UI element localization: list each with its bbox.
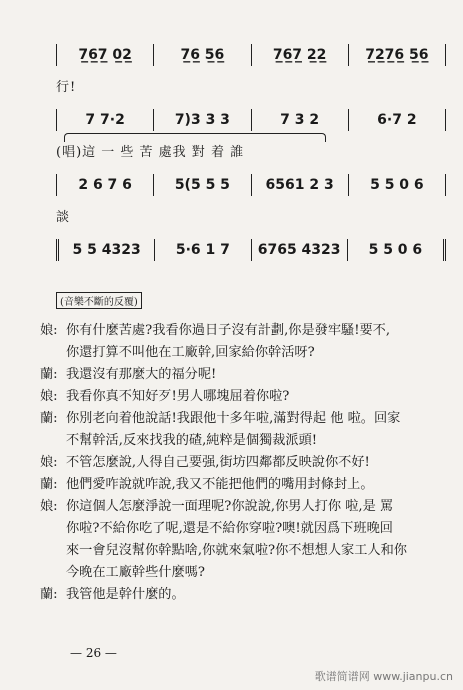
measure: 7̲6̲7̲ 2̲2̲ xyxy=(251,44,348,66)
measure: 2 6 7 6 xyxy=(56,174,153,196)
dialog-text: 我還沒有那麼大的福分呢! xyxy=(66,367,217,382)
speaker: 娘: xyxy=(40,499,58,514)
speaker xyxy=(40,430,66,452)
speaker: 娘: xyxy=(40,455,58,470)
dialog-block xyxy=(40,320,450,606)
measure: 7̲6̲7̲ 0̲2̲ xyxy=(56,44,153,66)
lyric-line: 談 xyxy=(56,210,71,225)
dialog-text: 來一會兒沒幫你幹點啥,你就來氣啦?你不想想人家工人和你 xyxy=(66,543,407,558)
measure: 7)3 3 3 xyxy=(153,109,250,131)
speaker xyxy=(40,342,66,364)
measure: 5 5 0 6 xyxy=(348,174,446,196)
lyric-line: 行! xyxy=(56,80,77,95)
speaker: 娘: xyxy=(40,389,58,404)
score-system-4 xyxy=(56,235,446,300)
measure: 7̲6̲ 5̲6̲ xyxy=(153,44,250,66)
measure: 5 5 0 6 xyxy=(347,239,446,261)
speaker xyxy=(40,562,66,584)
dialog-line xyxy=(40,386,450,408)
measure: 6·7 2 xyxy=(348,109,446,131)
dialog-line xyxy=(40,320,450,342)
measure: 5(5 5 5 xyxy=(153,174,250,196)
page-number: — 26 — xyxy=(70,646,117,660)
score-system-2 xyxy=(56,105,446,170)
score-system-3 xyxy=(56,170,446,235)
dialog-text: 你有什麼苦處?我看你過日子沒有計劃,你是發牢騷!要不, xyxy=(66,323,391,338)
speaker: 娘: xyxy=(40,323,58,338)
speaker: 蘭: xyxy=(40,477,58,492)
measure: 7 3 2 xyxy=(251,109,348,131)
dialog-text: 今晚在工廠幹些什麼嗎? xyxy=(66,565,205,580)
dialog-line xyxy=(40,408,450,430)
speaker: 蘭: xyxy=(40,367,58,382)
measure: 5 5 4323 xyxy=(56,239,154,261)
dialog-line xyxy=(40,562,450,584)
dialog-text: 我看你真不知好歹!男人哪塊屈着你啦? xyxy=(66,389,290,404)
speaker: 蘭: xyxy=(40,587,58,602)
lyric-line: (唱)這 一 些 苦 處我 對 着 誰 xyxy=(56,145,245,160)
jianpu-score xyxy=(56,40,446,300)
dialog-line xyxy=(40,452,450,474)
measure: 6765 4323 xyxy=(251,239,347,261)
dialog-text: 你這個人怎麼淨說一面理呢?你說說,你男人打你 啦,是 罵 xyxy=(66,499,394,514)
measure: 5·6 1 7 xyxy=(154,239,250,261)
dialog-text: 你別老向着他說話!我跟他十多年啦,滿對得起 他 啦。回家 xyxy=(66,411,401,426)
dialog-line xyxy=(40,342,450,364)
dialog-text: 你還打算不叫他在工廠幹,回家給你幹活呀? xyxy=(66,345,315,360)
measure: 7̲2̲7̲6̲ 5̲6̲ xyxy=(348,44,446,66)
dialog-line xyxy=(40,364,450,386)
dialog-text: 不幫幹活,反來找我的碴,純粹是個獨裁派頭! xyxy=(66,433,318,448)
dialog-text: 我管他是幹什麼的。 xyxy=(66,587,185,602)
dialog-text: 他們愛咋說就咋說,我又不能把他們的嘴用封條封上。 xyxy=(66,477,374,492)
dialog-text: 不管怎麼說,人得自己要强,街坊四鄰都反映說你不好! xyxy=(66,455,370,470)
watermark: 歌谱简谱网 www.jianpu.cn xyxy=(314,670,453,683)
score-system-1 xyxy=(56,40,446,105)
measure: 6561 2 3 xyxy=(251,174,348,196)
speaker xyxy=(40,540,66,562)
dialog-line xyxy=(40,430,450,452)
music-annotation: (音樂不斷的反覆) xyxy=(56,292,142,309)
speaker: 蘭: xyxy=(40,411,58,426)
dialog-line xyxy=(40,474,450,496)
speaker xyxy=(40,518,66,540)
dialog-line xyxy=(40,518,450,540)
dialog-line xyxy=(40,496,450,518)
measure: 7 7·2 xyxy=(56,109,153,131)
dialog-text: 你啦?不給你吃了呢,還是不給你穿啦?噢!就因爲下班晚回 xyxy=(66,521,393,536)
dialog-line xyxy=(40,540,450,562)
dialog-line xyxy=(40,584,450,606)
